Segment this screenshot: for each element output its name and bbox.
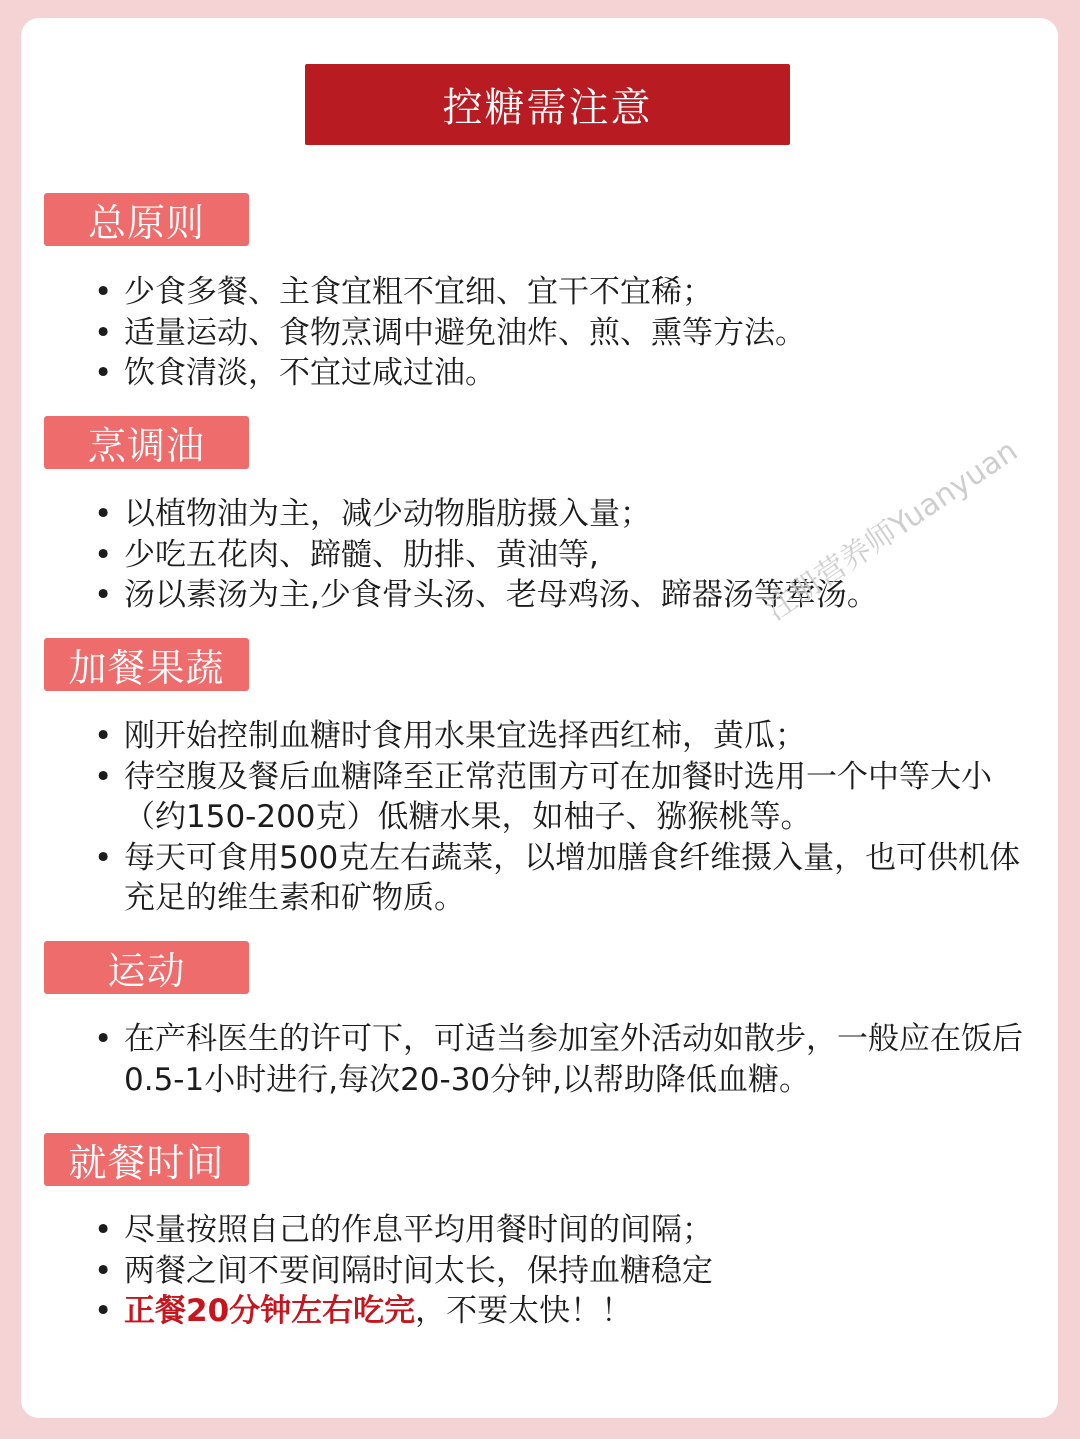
section-heading-general-principles: 总原则: [44, 193, 249, 246]
list-item: • 待空腹及餐后血糖降至正常范围方可在加餐时选用一个中等大小（约150-200克）低糖水果，如柚子、猕猴桃等。: [92, 757, 1042, 838]
list-item: • 两餐之间不要间隔时间太长，保持血糖稳定: [92, 1251, 1042, 1292]
section-heading-meal-time: 就餐时间: [44, 1133, 249, 1186]
list-item: • 汤以素汤为主,少食骨头汤、老母鸡汤、蹄器汤等荤汤。: [92, 575, 1042, 616]
list-item: • 以植物油为主，减少动物脂肪摄入量；: [92, 494, 1042, 535]
meal-time-list: [92, 1210, 1042, 1332]
general-principles-list: [92, 272, 1042, 394]
list-item: • 少食多餐、主食宜粗不宜细、宜干不宜稀；: [92, 272, 1042, 313]
snacks-list: [92, 716, 1042, 919]
watermark: 注册营养师Yuanyuan: [759, 433, 1024, 628]
list-item: • 饮食清淡，不宜过咸过油。: [92, 353, 1042, 394]
list-item-emphasized: [92, 1291, 1042, 1332]
list-item: • 适量运动、食物烹调中避免油炸、煎、熏等方法。: [92, 313, 1042, 354]
list-item: • 少吃五花肉、蹄髓、肋排、黄油等,: [92, 535, 1042, 576]
list-item: • 每天可食用500克左右蔬菜，以增加膳食纤维摄入量，也可供机体充足的维生素和矿物质。: [92, 838, 1042, 919]
section-heading-exercise: 运动: [44, 941, 249, 994]
exercise-list: [92, 1019, 1042, 1100]
emphasis-rest-text: ，不要太快！！: [415, 1293, 633, 1329]
emphasis-text: 正餐20分钟左右吃完: [124, 1293, 416, 1329]
page-title: 控糖需注意: [305, 64, 790, 145]
section-heading-cooking-oil: 烹调油: [44, 416, 249, 469]
list-item: • 尽量按照自己的作息平均用餐时间的间隔；: [92, 1210, 1042, 1251]
section-heading-snacks-fruit-veg: 加餐果蔬: [44, 638, 249, 691]
list-item: • 刚开始控制血糖时食用水果宜选择西红柿，黄瓜；: [92, 716, 1042, 757]
list-item: • 在产科医生的许可下，可适当参加室外活动如散步，一般应在饭后0.5-1小时进行,每次20-30分钟,以帮助降低血糖。: [92, 1019, 1042, 1100]
